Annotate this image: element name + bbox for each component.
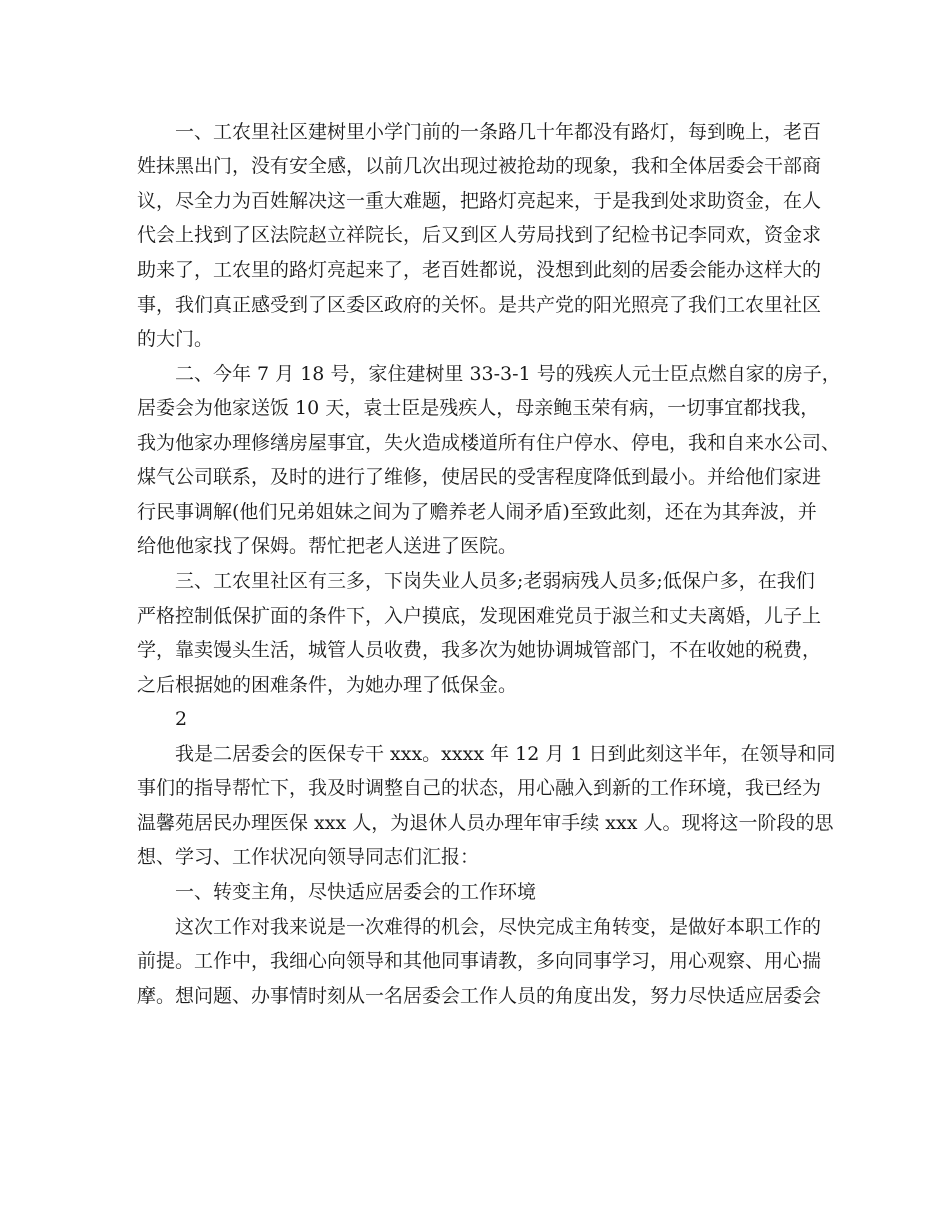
text-line: 行民事调解(他们兄弟姐妹之间为了赡养老人闹矛盾)至致此刻，还在为其奔波，并: [137, 501, 817, 523]
text-line: 之后根据她的困难条件，为她办理了低保金。: [137, 674, 518, 696]
text-line: 严格控制低保扩面的条件下，入户摸底，发现困难党员于淑兰和丈夫离婚，儿子上: [137, 605, 822, 627]
text-line: 二、今年 7 月 18 号，家住建树里 33-3-1 号的残疾人元士臣点燃自家的房子，: [175, 363, 841, 385]
text-line: 姓抹黑出门，没有安全感，以前几次出现过被抢劫的现象，我和全体居委会干部商: [137, 155, 822, 177]
text-line: 摩。想问题、办事情时刻从一名居委会工作人员的角度出发，努力尽快适应居委会: [137, 985, 822, 1007]
section-number: 2: [175, 708, 188, 730]
text-line: 议，尽全力为百姓解决这一重大难题，把路灯亮起来，于是我到处求助资金，在人: [137, 190, 822, 212]
text-line: 给他他家找了保姆。帮忙把老人送进了医院。: [137, 535, 518, 557]
text-line: 的大门。: [137, 328, 214, 350]
text-line: 我是二居委会的医保专干 xxx。xxxx 年 12 月 1 日到此刻这半年，在领导和同: [175, 743, 836, 765]
text-line: 助来了，工农里的路灯亮起来了，老百姓都说，没想到此刻的居委会能办这样大的: [137, 259, 822, 281]
text-line: 我为他家办理修缮房屋事宜，失火造成楼道所有住户停水、停电，我和自来水公司、: [137, 432, 841, 454]
text-line: 代会上找到了区法院赵立祥院长，后又到区人劳局找到了纪检书记李同欢，资金求: [137, 224, 822, 246]
text-line: 这次工作对我来说是一次难得的机会，尽快完成主角转变，是做好本职工作的: [175, 916, 822, 938]
section-heading: 一、转变主角，尽快适应居委会的工作环境: [175, 881, 537, 903]
text-line: 温馨苑居民办理医保 xxx 人，为退休人员办理年审手续 xxx 人。现将这一阶段的思: [137, 812, 834, 834]
text-line: 煤气公司联系，及时的进行了维修，使居民的受害程度降低到最小。并给他们家进: [137, 466, 822, 488]
text-line: 事们的指导帮忙下，我及时调整自己的状态，用心融入到新的工作环境，我已经为: [137, 777, 822, 799]
text-line: 前提。工作中，我细心向领导和其他同事请教，多向同事学习，用心观察、用心揣: [137, 950, 822, 972]
text-line: 三、工农里社区有三多，下岗失业人员多;老弱病残人员多;低保户多，在我们: [175, 570, 815, 592]
text-line: 居委会为他家送饭 10 天，袁士臣是残疾人，母亲鲍玉荣有病，一切事宜都找我，: [137, 397, 820, 419]
text-line: 想、学习、工作状况向领导同志们汇报：: [137, 846, 480, 868]
text-line: 事，我们真正感受到了区委区政府的关怀。是共产党的阳光照亮了我们工农里社区: [137, 294, 822, 316]
text-line: 一、工农里社区建树里小学门前的一条路几十年都没有路灯，每到晚上，老百: [175, 121, 822, 143]
text-line: 学，靠卖馒头生活，城管人员收费，我多次为她协调城管部门，不在收她的税费，: [137, 639, 822, 661]
